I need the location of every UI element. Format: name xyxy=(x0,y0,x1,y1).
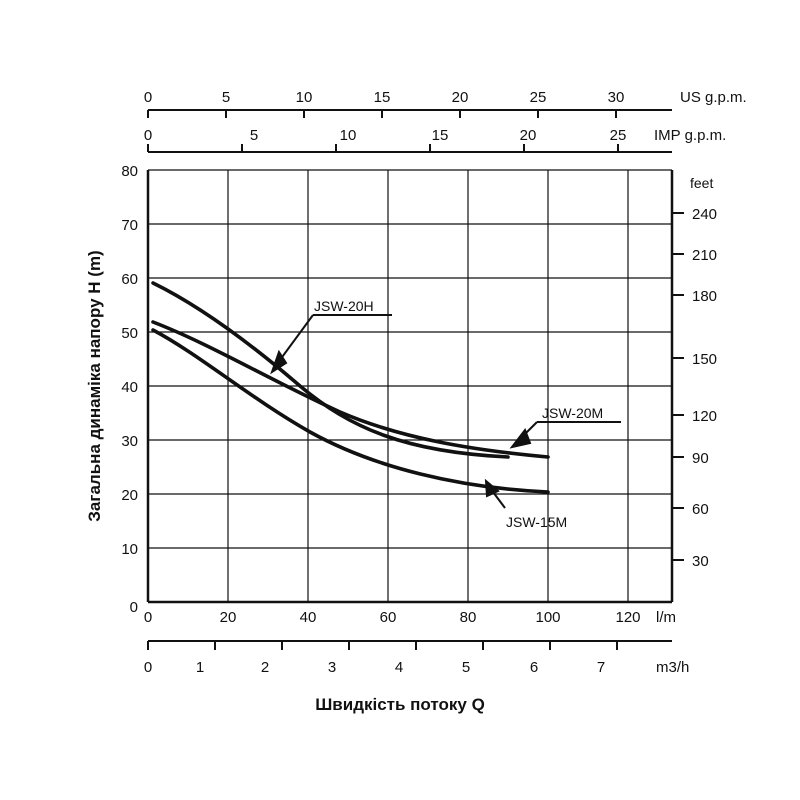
unit-label-feet: feet xyxy=(690,175,714,191)
ticklabel-lpm-40: 40 xyxy=(299,609,317,626)
axis-bottom-m3h xyxy=(144,641,690,676)
ticklabel-head-30: 30 xyxy=(121,433,138,450)
ticklabel-lpm-120: 120 xyxy=(615,609,641,626)
ticklabel-m3h-6: 6 xyxy=(529,659,539,676)
ticklabel-us-gpm-25: 25 xyxy=(529,89,547,106)
unit-label-m3h: m3/h xyxy=(656,659,690,676)
axis-top-imp-gpm xyxy=(144,127,726,152)
ticklabel-imp-gpm-5: 5 xyxy=(249,127,259,144)
ticklabel-feet-30: 30 xyxy=(692,553,709,570)
ticklabel-lpm-80: 80 xyxy=(459,609,477,626)
ticklabel-lpm-20: 20 xyxy=(219,609,237,626)
ticklabel-feet-210: 210 xyxy=(692,247,718,264)
ticklabel-head-50: 50 xyxy=(121,325,138,342)
ticklabel-imp-gpm-25: 25 xyxy=(609,127,627,144)
unit-label-imp-gpm: IMP g.p.m. xyxy=(654,127,727,144)
ticklabel-imp-gpm-10: 10 xyxy=(339,127,357,144)
axis-bottom-lpm xyxy=(144,602,676,626)
ticklabel-m3h-2: 2 xyxy=(260,659,270,676)
ticklabel-lpm-0: 0 xyxy=(143,609,153,626)
ticklabel-m3h-4: 4 xyxy=(394,659,404,676)
curve-label-jsw-20h: JSW-20H xyxy=(314,298,374,314)
ticklabel-head-40: 40 xyxy=(121,379,138,396)
ticklabel-imp-gpm-15: 15 xyxy=(431,127,449,144)
ticklabel-m3h-0: 0 xyxy=(143,659,153,676)
y-axis-title: Загальна динаміка напору H (m) xyxy=(85,250,104,522)
ticklabel-head-60: 60 xyxy=(121,271,138,288)
ticklabel-feet-120: 120 xyxy=(692,408,718,425)
curve-label-jsw-20m: JSW-20M xyxy=(542,405,604,421)
ticklabel-head-10: 10 xyxy=(121,541,138,558)
ticklabel-m3h-3: 3 xyxy=(327,659,337,676)
ticklabel-us-gpm-5: 5 xyxy=(221,89,231,106)
ticklabel-feet-180: 180 xyxy=(692,288,718,305)
ticklabel-head-0: 0 xyxy=(129,599,138,616)
ticklabel-head-20: 20 xyxy=(121,487,138,504)
unit-label-lpm: l/m xyxy=(656,609,676,626)
ticklabel-us-gpm-30: 30 xyxy=(607,89,625,106)
ticklabel-imp-gpm-20: 20 xyxy=(519,127,537,144)
ticklabel-lpm-100: 100 xyxy=(535,609,561,626)
axis-right-head-feet xyxy=(672,170,717,602)
ticklabel-us-gpm-20: 20 xyxy=(451,89,469,106)
ticklabel-feet-150: 150 xyxy=(692,351,718,368)
ticklabel-head-70: 70 xyxy=(121,217,138,234)
ticklabel-m3h-7: 7 xyxy=(596,659,606,676)
ticklabel-head-80: 80 xyxy=(121,163,138,180)
ticklabel-m3h-5: 5 xyxy=(461,659,471,676)
curve-label-jsw-15m: JSW-15M xyxy=(506,514,568,530)
axis-top-us-gpm xyxy=(144,89,747,118)
ticklabel-feet-240: 240 xyxy=(692,206,718,223)
ticklabel-lpm-60: 60 xyxy=(379,609,397,626)
ticklabel-us-gpm-15: 15 xyxy=(373,89,391,106)
x-axis-title: Швидкість потоку Q xyxy=(315,695,485,714)
ticklabel-m3h-1: 1 xyxy=(195,659,205,676)
axis-left-head-m xyxy=(121,163,148,616)
ticklabel-us-gpm-10: 10 xyxy=(295,89,313,106)
ticklabel-feet-90: 90 xyxy=(692,450,709,467)
unit-label-us-gpm: US g.p.m. xyxy=(680,89,747,106)
ticklabel-us-gpm-0: 0 xyxy=(143,89,153,106)
ticklabel-imp-gpm-0: 0 xyxy=(143,127,153,144)
ticklabel-feet-60: 60 xyxy=(692,501,709,518)
